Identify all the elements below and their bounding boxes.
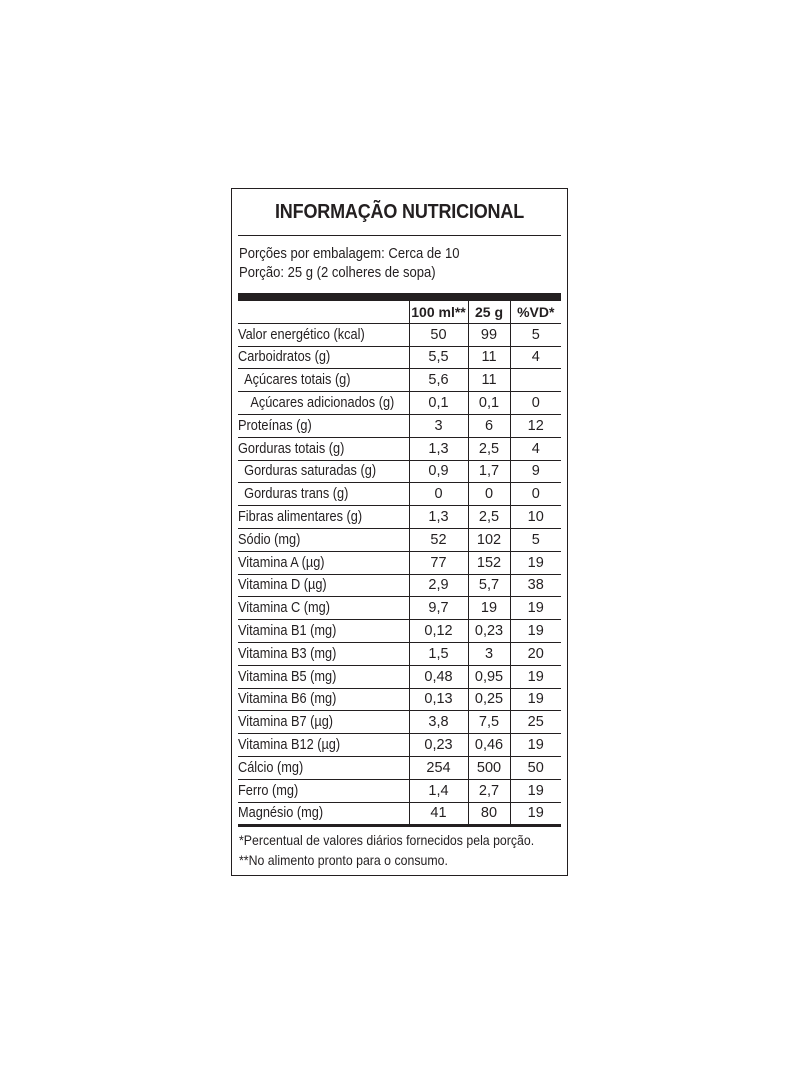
- table-row: [238, 620, 561, 643]
- value-per-25g: 0: [468, 483, 510, 506]
- value-per-100ml: 254: [409, 756, 468, 779]
- nutrient-name: [238, 597, 409, 620]
- value-per-100ml: 41: [409, 802, 468, 826]
- value-per-25g: 0,46: [468, 734, 510, 757]
- value-per-100ml: 0,9: [409, 460, 468, 483]
- thick-divider: [238, 293, 561, 301]
- daily-value-percent: 19: [510, 597, 561, 620]
- table-row: [238, 369, 561, 392]
- daily-value-percent: 0: [510, 392, 561, 415]
- value-per-25g: 11: [468, 369, 510, 392]
- nutrient-name: [238, 323, 409, 346]
- value-per-25g: 0,95: [468, 665, 510, 688]
- daily-value-percent: 19: [510, 734, 561, 757]
- table-row: [238, 506, 561, 529]
- table-row: [238, 802, 561, 826]
- nutrition-facts-panel: [231, 188, 568, 876]
- nutrient-name: [238, 756, 409, 779]
- nutrient-name: [238, 392, 409, 415]
- nutrient-name: [238, 506, 409, 529]
- daily-value-percent: 19: [510, 665, 561, 688]
- nutrient-name: [238, 414, 409, 437]
- value-per-100ml: 1,4: [409, 779, 468, 802]
- daily-value-percent: 4: [510, 437, 561, 460]
- daily-value-percent: 5: [510, 323, 561, 346]
- table-row: [238, 528, 561, 551]
- value-per-25g: 0,23: [468, 620, 510, 643]
- value-per-25g: 6: [468, 414, 510, 437]
- daily-value-percent: 19: [510, 620, 561, 643]
- table-row: [238, 483, 561, 506]
- table-row: [238, 414, 561, 437]
- daily-value-percent: 38: [510, 574, 561, 597]
- daily-value-percent: 9: [510, 460, 561, 483]
- nutrient-label: Vitamina B3 (mg): [238, 645, 337, 662]
- value-per-25g: 3: [468, 642, 510, 665]
- value-per-25g: 0,25: [468, 688, 510, 711]
- value-per-25g: 2,5: [468, 506, 510, 529]
- value-per-100ml: 1,3: [409, 506, 468, 529]
- nutrient-name: [238, 369, 409, 392]
- value-per-100ml: 1,5: [409, 642, 468, 665]
- table-row: [238, 574, 561, 597]
- value-per-100ml: 5,5: [409, 346, 468, 369]
- value-per-25g: 102: [468, 528, 510, 551]
- nutrient-label: Vitamina C (mg): [238, 600, 330, 617]
- nutrient-label: Vitamina B1 (mg): [238, 623, 337, 640]
- servings-per-package: Porções por embalagem: Cerca de 10: [239, 246, 460, 262]
- nutrient-name: [238, 779, 409, 802]
- nutrient-label: Vitamina A (µg): [238, 554, 325, 571]
- nutrient-label: Gorduras saturadas (g): [244, 463, 377, 480]
- table-row: [238, 665, 561, 688]
- value-per-25g: 1,7: [468, 460, 510, 483]
- table-row: [238, 597, 561, 620]
- daily-value-percent: 4: [510, 346, 561, 369]
- nutrient-label: Sódio (mg): [238, 531, 301, 548]
- nutrient-label: Vitamina D (µg): [238, 577, 327, 594]
- daily-value-percent: 19: [510, 802, 561, 826]
- value-per-100ml: 50: [409, 323, 468, 346]
- table-row: [238, 779, 561, 802]
- table-row: [238, 688, 561, 711]
- table-row: [238, 734, 561, 757]
- nutrient-label: Magnésio (mg): [238, 805, 324, 822]
- nutrient-name: [238, 688, 409, 711]
- serving-info: [239, 245, 460, 283]
- nutrient-label: Vitamina B7 (µg): [238, 714, 334, 731]
- value-per-100ml: 0,13: [409, 688, 468, 711]
- table-row: [238, 437, 561, 460]
- nutrient-name: [238, 620, 409, 643]
- header-nutrient: [238, 301, 409, 323]
- nutrient-name: [238, 460, 409, 483]
- nutrient-name: [238, 711, 409, 734]
- value-per-100ml: 52: [409, 528, 468, 551]
- table-row: [238, 551, 561, 574]
- nutrient-name: [238, 802, 409, 826]
- value-per-100ml: 5,6: [409, 369, 468, 392]
- header-per-25g: 25 g: [468, 301, 510, 323]
- daily-value-percent: 19: [510, 551, 561, 574]
- table-row: [238, 642, 561, 665]
- value-per-100ml: 9,7: [409, 597, 468, 620]
- nutrient-name: [238, 734, 409, 757]
- nutrient-name: [238, 665, 409, 688]
- panel-title: INFORMAÇÃO NUTRICIONAL: [274, 201, 525, 223]
- portion-size: Porção: 25 g (2 colheres de sopa): [239, 265, 436, 281]
- nutrient-name: [238, 574, 409, 597]
- nutrient-name: [238, 551, 409, 574]
- nutrient-label: Ferro (mg): [238, 782, 299, 799]
- nutrient-label: Proteínas (g): [238, 417, 312, 434]
- nutrient-label: Gorduras trans (g): [244, 486, 349, 503]
- nutrient-label: Vitamina B5 (mg): [238, 668, 337, 685]
- table-row: [238, 756, 561, 779]
- header-per-100ml: 100 ml**: [409, 301, 468, 323]
- nutrient-name: [238, 346, 409, 369]
- daily-value-percent: 50: [510, 756, 561, 779]
- value-per-25g: 5,7: [468, 574, 510, 597]
- value-per-100ml: 0,48: [409, 665, 468, 688]
- value-per-25g: 0,1: [468, 392, 510, 415]
- daily-value-percent: 25: [510, 711, 561, 734]
- value-per-25g: 11: [468, 346, 510, 369]
- value-per-25g: 19: [468, 597, 510, 620]
- nutrient-label: Cálcio (mg): [238, 759, 304, 776]
- nutrient-label: Valor energético (kcal): [238, 326, 365, 343]
- footnote-daily-value: *Percentual de valores diários fornecidos pela porção.: [239, 832, 535, 848]
- value-per-25g: 99: [468, 323, 510, 346]
- daily-value-percent: 19: [510, 779, 561, 802]
- value-per-100ml: 0,1: [409, 392, 468, 415]
- value-per-25g: 80: [468, 802, 510, 826]
- value-per-100ml: 3,8: [409, 711, 468, 734]
- footnote-ready-to-eat: **No alimento pronto para o consumo.: [239, 852, 448, 868]
- value-per-25g: 2,7: [468, 779, 510, 802]
- table-row: [238, 460, 561, 483]
- value-per-100ml: 0,23: [409, 734, 468, 757]
- daily-value-percent: 20: [510, 642, 561, 665]
- nutrient-name: [238, 528, 409, 551]
- daily-value-percent: 19: [510, 688, 561, 711]
- title-divider: [238, 235, 561, 236]
- value-per-100ml: 0: [409, 483, 468, 506]
- table-row: [238, 323, 561, 346]
- table-row: [238, 711, 561, 734]
- daily-value-percent: 12: [510, 414, 561, 437]
- nutrient-label: Carboidratos (g): [238, 349, 331, 366]
- value-per-25g: 2,5: [468, 437, 510, 460]
- daily-value-percent: [510, 369, 561, 392]
- value-per-100ml: 1,3: [409, 437, 468, 460]
- daily-value-percent: 0: [510, 483, 561, 506]
- nutrient-name: [238, 437, 409, 460]
- nutrient-label: Fibras alimentares (g): [238, 509, 363, 526]
- value-per-100ml: 0,12: [409, 620, 468, 643]
- nutrient-name: [238, 483, 409, 506]
- nutrient-label: Gorduras totais (g): [238, 440, 345, 457]
- table-header-row: [238, 301, 561, 323]
- nutrition-table: [238, 301, 561, 827]
- value-per-25g: 152: [468, 551, 510, 574]
- daily-value-percent: 5: [510, 528, 561, 551]
- daily-value-percent: 10: [510, 506, 561, 529]
- nutrient-name: [238, 642, 409, 665]
- nutrient-label: Vitamina B12 (µg): [238, 737, 341, 754]
- footnotes: [239, 830, 534, 870]
- nutrient-label: Açúcares totais (g): [244, 372, 351, 389]
- nutrient-label: Vitamina B6 (mg): [238, 691, 337, 708]
- value-per-100ml: 77: [409, 551, 468, 574]
- value-per-100ml: 2,9: [409, 574, 468, 597]
- nutrient-label: Açúcares adicionados (g): [250, 395, 395, 412]
- table-row: [238, 392, 561, 415]
- value-per-100ml: 3: [409, 414, 468, 437]
- table-row: [238, 346, 561, 369]
- value-per-25g: 7,5: [468, 711, 510, 734]
- header-daily-value: %VD*: [510, 301, 561, 323]
- value-per-25g: 500: [468, 756, 510, 779]
